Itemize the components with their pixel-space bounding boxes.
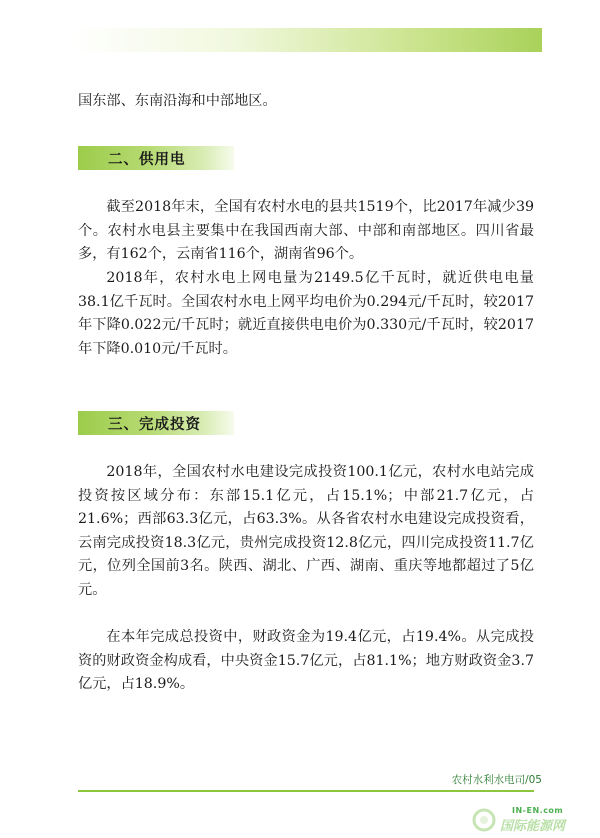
- watermark-brand: 国际能源网: [500, 819, 566, 834]
- watermark-domain: IN-EN.com: [512, 806, 564, 815]
- header-decoration-bar: [70, 28, 542, 52]
- site-watermark: [472, 806, 592, 834]
- paragraph-fiscal-funds: 在本年完成总投资中，财政资金为19.4亿元，占19.4%。从完成投资的财政资金构成看，中央资金15.7亿元，占81.1%；地方财政资金3.7亿元，占18.9%。: [78, 629, 534, 692]
- section-heading-text: 二、供用电: [108, 152, 186, 168]
- footer-divider: [78, 790, 534, 792]
- intro-fragment: 国东部、东南沿海和中部地区。: [78, 93, 277, 109]
- page-footer-label: 农村水利水电司/05: [451, 774, 542, 786]
- paragraph-investment-distribution: 2018年，全国农村水电建设完成投资100.1亿元，农村水电站完成投资按区域分布：东部15.1亿元，占15.1%；中部21.7亿元，占21.6%；西部63.3亿元，占63.3%。从各省农村水电建设完成投资看，云南完成投资18.3亿元，贵州完成投资12.8亿元，四川完成投资11.7亿元，位列全国前3名。陕西、湖北、广西、湖南、重庆等地都超过了5亿元。: [78, 464, 534, 598]
- section-heading-power-supply: [78, 146, 234, 170]
- watermark-logo-icon: [472, 808, 496, 832]
- paragraph-county-stats: 截至2018年末，全国有农村水电的县共1519个，比2017年减少39个。农村水电县主要集中在我国西南大部、中部和南部地区。四川省最多，有162个，云南省116个，湖南省96个。: [78, 199, 534, 262]
- section-heading-text: 三、完成投资: [108, 417, 201, 433]
- paragraph-electricity-stats: 2018年，农村水电上网电量为2149.5亿千瓦时，就近供电电量38.1亿千瓦时。全国农村水电上网平均电价为0.294元/千瓦时，较2017年下降0.022元/千瓦时；就近直接供电电价为0.330元/千瓦时，较2017年下降0.010元/千瓦时。: [78, 270, 534, 357]
- section-heading-investment: [78, 411, 234, 435]
